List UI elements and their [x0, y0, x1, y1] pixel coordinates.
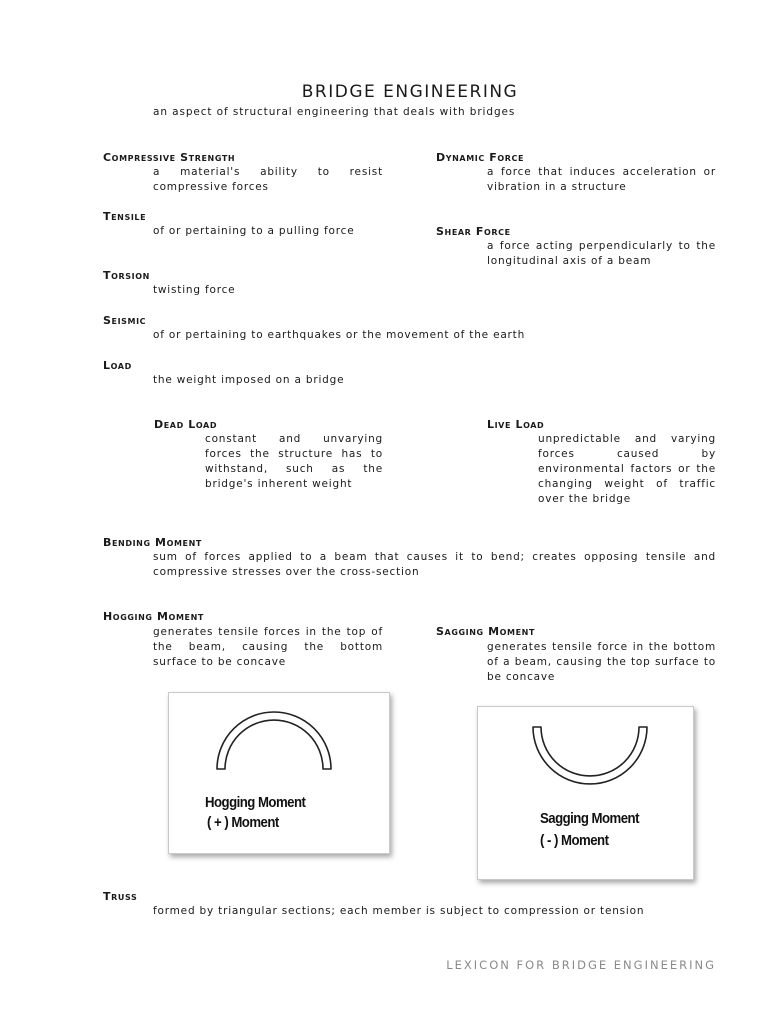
definition-truss: formed by triangular sections; each member is subject to compression or tension [153, 905, 645, 917]
sagging-moment-figure [477, 706, 694, 880]
term-torsion: Torsion [103, 269, 150, 282]
term-compressive-strength: Compressive Strength [103, 151, 236, 164]
hogging-figure-label: Hogging Moment [205, 794, 306, 811]
term-tensile: Tensile [103, 210, 147, 223]
term-load: Load [103, 359, 132, 372]
definition-load: the weight imposed on a bridge [153, 374, 345, 386]
definition-compressive-strength: a material's ability to resist compressive forces [153, 166, 383, 193]
definition-bending-moment: sum of forces applied to a beam that causes it to bend; creates opposing tensile and compressive stresses over the cross-section [153, 551, 716, 578]
page-subtitle: an aspect of structural engineering that deals with bridges [153, 106, 516, 118]
hogging-figure-sign: ( + ) Moment [207, 814, 279, 831]
hogging-moment-figure [168, 692, 390, 854]
term-dynamic-force: Dynamic Force [436, 151, 525, 164]
term-seismic: Seismic [103, 314, 147, 327]
definition-live-load: unpredictable and varying forces caused by environmental factors or the changing weight of traffic over the bridge [538, 433, 716, 505]
term-live-load: Live Load [487, 418, 545, 431]
term-shear-force: Shear Force [436, 225, 511, 238]
sagging-arch-icon [528, 723, 652, 785]
definition-sagging-moment: generates tensile force in the bottom of a beam, causing the top surface to be concave [487, 641, 716, 683]
term-sagging-moment: Sagging Moment [436, 625, 536, 638]
definition-shear-force: a force acting perpendicularly to the longitudinal axis of a beam [487, 240, 716, 267]
sagging-figure-sign: ( - ) Moment [540, 832, 609, 849]
term-dead-load: Dead Load [154, 418, 218, 431]
page-footer: LEXICON FOR BRIDGE ENGINEERING [446, 958, 716, 972]
term-bending-moment: Bending Moment [103, 536, 202, 549]
sagging-figure-label: Sagging Moment [540, 810, 639, 827]
term-truss: Truss [103, 890, 138, 903]
definition-torsion: twisting force [153, 284, 236, 296]
definition-tensile: of or pertaining to a pulling force [153, 225, 355, 237]
definition-hogging-moment: generates tensile forces in the top of the beam, causing the bottom surface to be concave [153, 626, 383, 668]
definition-seismic: of or pertaining to earthquakes or the movement of the earth [153, 329, 526, 341]
definition-dynamic-force: a force that induces acceleration or vibration in a structure [487, 166, 716, 193]
definition-dead-load: constant and unvarying forces the structure has to withstand, such as the bridge's inherent weight [205, 433, 383, 490]
hogging-arch-icon [211, 711, 337, 775]
term-hogging-moment: Hogging Moment [103, 610, 204, 623]
page-title: BRIDGE ENGINEERING [301, 82, 519, 102]
